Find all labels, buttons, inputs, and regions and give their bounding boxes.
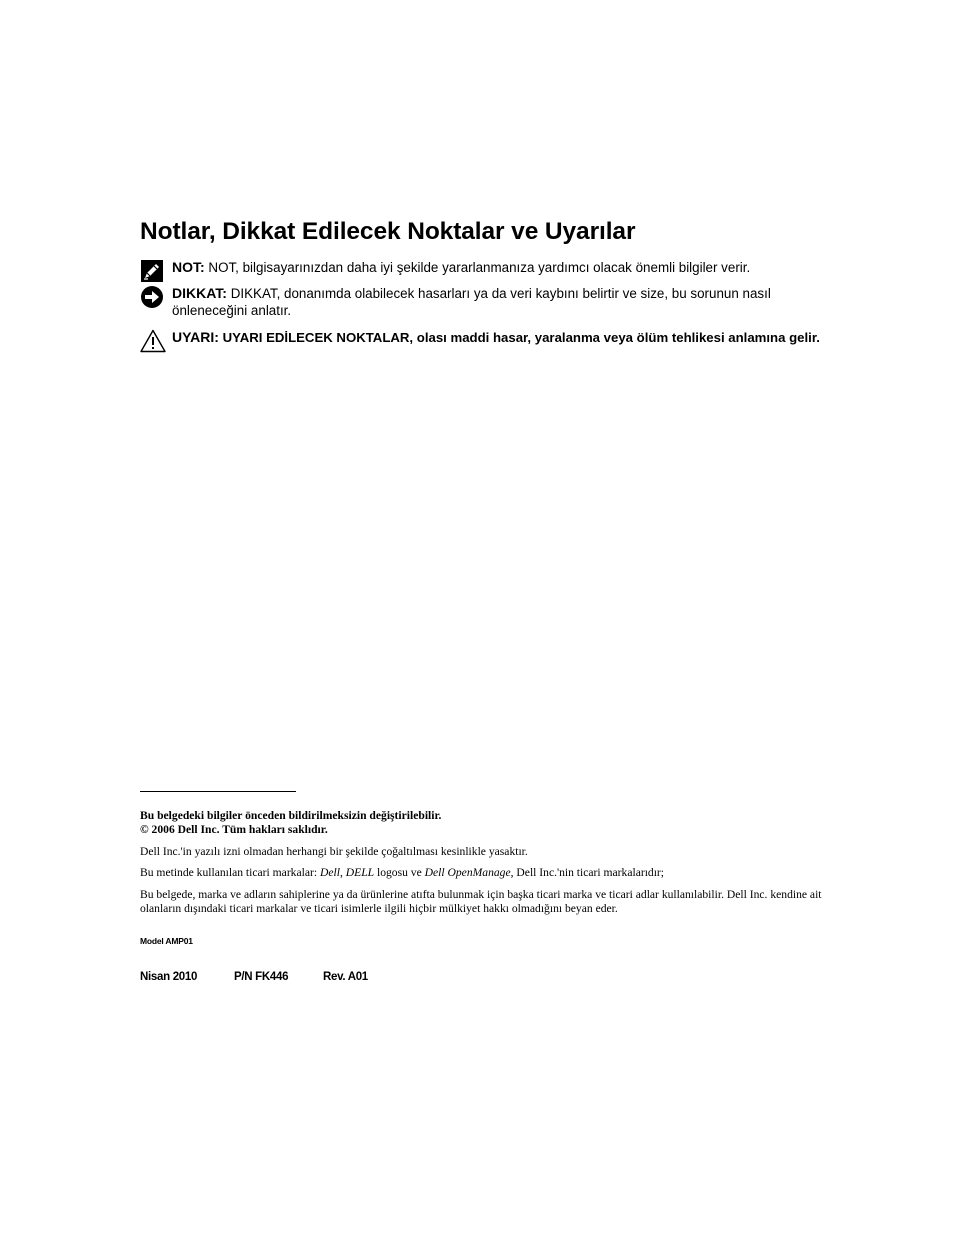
trademarks-notice	[140, 866, 830, 880]
other-trademarks-notice: Bu belgede, marka ve adların sahiplerine ya da ürünlerine atıfta bulunmak için başka ticari marka ve ticari adlar kullanılabilir. Dell Inc. kendine ait olanların dışındaki ticari markalar ve ticari isimlerle ilgili hiçbir mülkiyet hakkı olmadığını beyan eder.	[140, 888, 822, 915]
change-notice: Bu belgedeki bilgiler önceden bildirilmeksizin değiştirilebilir.	[140, 809, 442, 822]
publication-date: Nisan 2010	[140, 971, 198, 983]
trademarks-prefix: Bu metinde kullanılan ticari markalar:	[140, 866, 320, 879]
legal-notice	[140, 809, 830, 837]
trademarks-suffix: , Dell Inc.'nin ticari markalarıdır;	[510, 866, 665, 879]
note-text: NOT, bilgisayarınızdan daha iyi şekilde yararlanmanıza yardımcı olacak önemli bilgiler verir.	[204, 260, 751, 275]
copyright: © 2006 Dell Inc. Tüm hakları saklıdır.	[140, 823, 328, 836]
note-label: NOT:	[172, 259, 205, 275]
revision: Rev. A01	[323, 971, 368, 983]
page-title: Notlar, Dikkat Edilecek Noktalar ve Uyarılar	[140, 218, 636, 245]
pencil-note-icon	[140, 259, 164, 283]
warning-text: UYARI EDİLECEK NOKTALAR, olası maddi hasar, yaralanma veya ölüm tehlikesi anlamına gelir.	[218, 330, 820, 345]
caution-notice	[140, 285, 840, 319]
part-number: P/N FK446	[234, 971, 289, 983]
trademark-dell-logo: DELL	[345, 866, 375, 879]
footnote-divider	[140, 791, 296, 792]
model-number: Model AMP01	[140, 936, 193, 946]
warning-notice	[140, 329, 840, 346]
reproduction-notice: Dell Inc.'in yazılı izni olmadan herhangi bir şekilde çoğaltılması kesinlikle yasaktır.	[140, 845, 528, 858]
note-notice	[140, 259, 840, 276]
trademark-separator: ,	[339, 866, 346, 879]
warning-label: UYARI:	[172, 329, 219, 345]
notice-arrow-icon	[140, 285, 164, 309]
trademarks-mid: logosu ve	[374, 866, 425, 879]
warning-triangle-icon	[140, 329, 164, 353]
trademark-openmanage: Dell OpenManage	[424, 866, 511, 879]
caution-text: DIKKAT, donanımda olabilecek hasarları ya da veri kaybını belirtir ve size, bu sorunun nasıl önleneceğini anlatır.	[172, 286, 771, 318]
caution-label: DIKKAT:	[172, 285, 227, 301]
trademark-dell: Dell	[319, 866, 340, 879]
